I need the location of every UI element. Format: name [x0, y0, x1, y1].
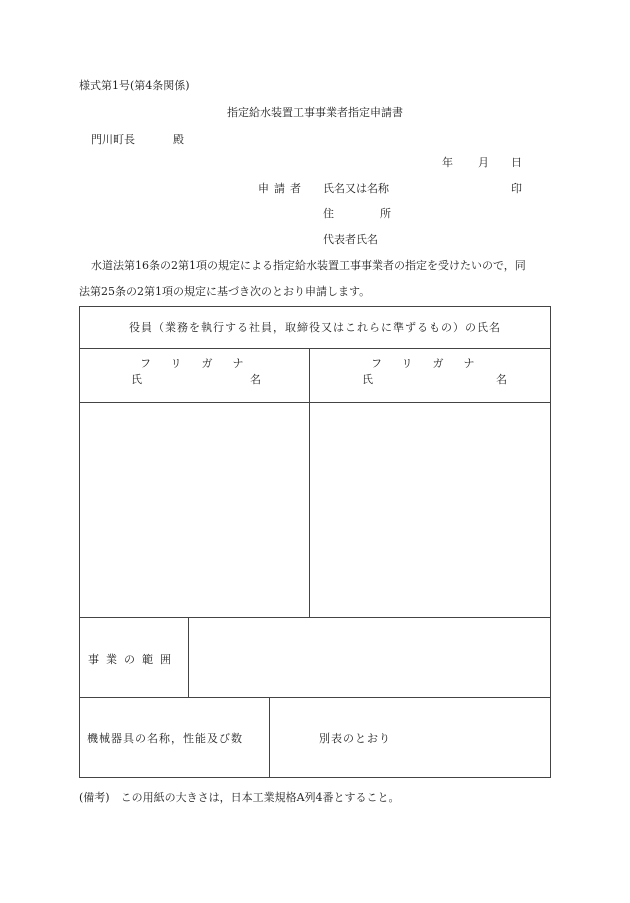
- table-divider: [309, 348, 310, 617]
- equipment-value: 別表のとおり: [319, 732, 391, 745]
- table-divider: [80, 617, 550, 618]
- given-name-label-left: 名: [250, 373, 261, 386]
- surname-label-left: 氏: [131, 373, 142, 386]
- address-label: [323, 207, 391, 221]
- applicant-label: 申請者: [258, 182, 306, 195]
- form-reference: 様式第1号(第4条関係): [79, 79, 190, 92]
- body-text-line-2: 法第25条の2第1項の規定に基づき次のとおり申請します。: [79, 285, 371, 298]
- furigana-label-left: フリガナ: [140, 357, 264, 370]
- remarks-note: (備考) この用紙の大きさは，日本工業規格A列4番とすること。: [79, 791, 400, 804]
- representative-label: 代表者氏名: [323, 233, 378, 246]
- business-scope-label: 事業の範囲: [88, 653, 178, 666]
- honorific: 殿: [173, 133, 184, 146]
- document-title: 指定給水装置工事事業者指定申請書: [227, 106, 403, 119]
- date-day-label: 日: [511, 156, 522, 169]
- equipment-label: 機械器具の名称，性能及び数: [87, 732, 243, 745]
- furigana-label-right: フリガナ: [371, 357, 495, 370]
- address-label-part1: 住: [323, 207, 334, 220]
- surname-label-right: 氏: [362, 373, 373, 386]
- table-divider: [80, 697, 550, 698]
- name-label: 氏名又は名称: [323, 182, 389, 195]
- date-month-label: 月: [478, 156, 489, 169]
- application-table: [79, 306, 551, 778]
- body-text-line-1: 水道法第16条の2第1項の規定による指定給水装置工事事業者の指定を受けたいので，同: [91, 259, 526, 272]
- addressee: [91, 133, 184, 147]
- table-divider: [188, 617, 189, 697]
- addressee-name: 門川町長: [91, 133, 135, 146]
- date-year-label: 年: [442, 156, 453, 169]
- address-label-part2: 所: [380, 207, 391, 220]
- given-name-label-right: 名: [496, 373, 507, 386]
- seal-label: 印: [511, 182, 522, 195]
- officers-heading: 役員（業務を執行する社員，取締役又はこれらに準ずるもの）の氏名: [129, 321, 501, 334]
- table-divider: [80, 402, 550, 403]
- table-divider: [80, 348, 550, 349]
- table-divider: [269, 697, 270, 777]
